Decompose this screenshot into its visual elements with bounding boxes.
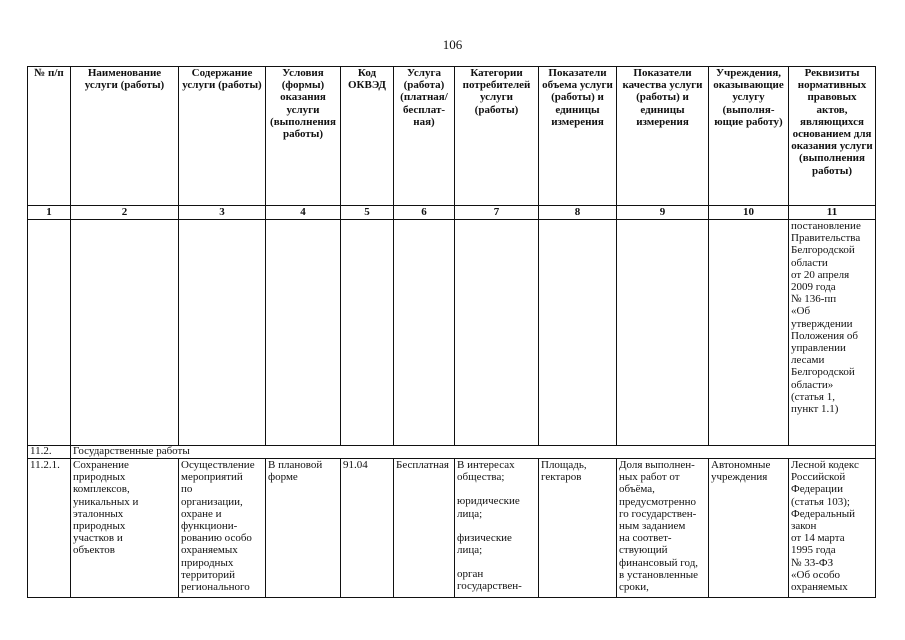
text-line: территорий bbox=[181, 568, 236, 581]
text-line: Площадь, bbox=[541, 459, 587, 471]
consumers-state-body bbox=[457, 568, 536, 592]
empty-cell bbox=[539, 220, 617, 446]
header-col-10: Учреждения, оказывающие услугу (выполня- ющие работу) bbox=[709, 67, 789, 206]
text-line: го государствен- bbox=[619, 507, 697, 520]
text-line: области bbox=[791, 256, 828, 269]
section-row bbox=[28, 446, 876, 459]
text-line: комплексов, bbox=[73, 483, 130, 496]
item-quality bbox=[617, 459, 709, 598]
header-col-8: Показатели объема услуги (работы) и единицы измерения bbox=[539, 67, 617, 206]
page-number: 106 bbox=[442, 37, 463, 52]
column-number: 1 bbox=[28, 206, 71, 220]
column-number: 4 bbox=[266, 206, 341, 220]
text-line: Правительства bbox=[791, 232, 861, 245]
item-form bbox=[266, 459, 341, 598]
text-line: лесами bbox=[791, 354, 825, 367]
text-line: рованию особо bbox=[181, 532, 252, 545]
column-number: 10 bbox=[709, 206, 789, 220]
text-line: государствен- bbox=[457, 580, 522, 593]
item-institutions bbox=[709, 459, 789, 598]
empty-cell bbox=[71, 220, 179, 446]
consumers-public bbox=[457, 459, 536, 483]
text-line: по bbox=[181, 483, 193, 496]
header-col-6: Услуга (работа) (платная/ бесплат- ная) bbox=[394, 67, 455, 206]
text-line: на соответ- bbox=[619, 532, 672, 545]
text-line: «Об bbox=[791, 305, 811, 318]
item-consumers bbox=[455, 459, 539, 598]
text-line: области» bbox=[791, 378, 834, 391]
text-line: утверждении bbox=[791, 317, 853, 330]
text-line: Осуществление bbox=[181, 459, 255, 471]
section-number: 11.2. bbox=[28, 446, 71, 459]
text-line: сроки, bbox=[619, 581, 649, 594]
empty-cell bbox=[266, 220, 341, 446]
text-line: № 33-ФЗ bbox=[791, 556, 834, 569]
column-number: 11 bbox=[789, 206, 876, 220]
text-line: форме bbox=[268, 471, 298, 484]
text-line: (статья 103); bbox=[791, 495, 850, 508]
column-number: 8 bbox=[539, 206, 617, 220]
text-line: Автономные bbox=[711, 459, 771, 471]
text-line: пункт 1.1) bbox=[791, 403, 839, 416]
item-name bbox=[71, 459, 179, 598]
text-line: Доля выполнен- bbox=[619, 459, 695, 471]
text-line: ствующий bbox=[619, 544, 668, 557]
text-line: орган bbox=[457, 568, 484, 581]
item-row bbox=[28, 459, 876, 598]
text-line: Белгородской bbox=[791, 244, 855, 257]
column-number: 3 bbox=[179, 206, 266, 220]
header-row bbox=[28, 67, 876, 206]
item-legal-acts bbox=[789, 459, 876, 598]
text-line: постановление bbox=[791, 220, 861, 232]
text-line: общества; bbox=[457, 471, 505, 484]
text-line: учреждения bbox=[711, 471, 768, 484]
item-paid: Бесплатная bbox=[394, 459, 455, 598]
column-number-row bbox=[28, 206, 876, 220]
empty-cell bbox=[28, 220, 71, 446]
text-line: охраняемых bbox=[791, 581, 848, 594]
text-line: мероприятий bbox=[181, 471, 243, 484]
text-line: ных работ от bbox=[619, 471, 680, 484]
text-line: природных bbox=[73, 520, 126, 533]
text-line: регионального bbox=[181, 581, 250, 594]
text-line: № 136-пп bbox=[791, 293, 837, 306]
text-line: Российской bbox=[791, 471, 846, 484]
text-line: охране и bbox=[181, 507, 222, 520]
text-line: Федерации bbox=[791, 483, 843, 496]
header-col-7: Категории потребителей услуги (работы) bbox=[455, 67, 539, 206]
text-line: Положения об bbox=[791, 329, 859, 342]
column-number: 9 bbox=[617, 206, 709, 220]
consumers-individuals bbox=[457, 532, 536, 556]
empty-cell bbox=[709, 220, 789, 446]
text-line: юридические bbox=[457, 495, 520, 508]
empty-cell bbox=[394, 220, 455, 446]
empty-cell bbox=[455, 220, 539, 446]
text-line: ным заданием bbox=[619, 520, 686, 533]
text-line: охраняемых bbox=[181, 544, 238, 557]
empty-cell bbox=[341, 220, 394, 446]
text-line: 1995 года bbox=[791, 544, 836, 557]
item-number: 11.2.1. bbox=[28, 459, 71, 598]
item-volume bbox=[539, 459, 617, 598]
empty-cell bbox=[617, 220, 709, 446]
text-line: Сохранение bbox=[73, 459, 129, 471]
consumers-legal-entities bbox=[457, 495, 536, 519]
text-line: «Об особо bbox=[791, 568, 841, 581]
text-line: участков и bbox=[73, 532, 123, 545]
text-line: физические bbox=[457, 531, 512, 544]
text-line: (статья 1, bbox=[791, 390, 835, 403]
header-col-4: Условия (формы) оказания услуги (выполнения работы) bbox=[266, 67, 341, 206]
services-register-table bbox=[27, 66, 876, 598]
text-line: природных bbox=[73, 471, 126, 484]
text-line: от 14 марта bbox=[791, 532, 845, 545]
text-line: эталонных bbox=[73, 507, 124, 520]
text-line: лица; bbox=[457, 507, 483, 520]
text-line: Лесной кодекс bbox=[791, 459, 859, 471]
legal-acts-cell-continued bbox=[789, 220, 876, 446]
empty-cell bbox=[179, 220, 266, 446]
text-line: объектов bbox=[73, 544, 115, 557]
text-line: управлении bbox=[791, 342, 846, 355]
column-number: 7 bbox=[455, 206, 539, 220]
text-line: закон bbox=[791, 520, 817, 533]
column-number: 2 bbox=[71, 206, 179, 220]
text-line: в установленные bbox=[619, 568, 699, 581]
column-number: 6 bbox=[394, 206, 455, 220]
column-number: 5 bbox=[341, 206, 394, 220]
header-col-11: Реквизиты нормативных правовых актов, являющихся основанием для оказания услуги (выполнения работы) bbox=[789, 67, 876, 206]
continued-row bbox=[28, 220, 876, 446]
text-line: 2009 года bbox=[791, 281, 836, 294]
text-line: природных bbox=[181, 556, 234, 569]
header-col-3: Содержание услуги (работы) bbox=[179, 67, 266, 206]
text-line: гектаров bbox=[541, 471, 582, 484]
header-col-9: Показатели качества услуги (работы) и единицы измерения bbox=[617, 67, 709, 206]
text-line: лица; bbox=[457, 544, 483, 557]
item-okved: 91.04 bbox=[341, 459, 394, 598]
item-content bbox=[179, 459, 266, 598]
text-line: Федеральный bbox=[791, 507, 856, 520]
text-line: объёма, bbox=[619, 483, 655, 496]
header-col-5: Код ОКВЭД bbox=[341, 67, 394, 206]
text-line: функциони- bbox=[181, 520, 238, 533]
text-line: предусмотренно bbox=[619, 495, 697, 508]
text-line: организации, bbox=[181, 495, 243, 508]
text-line: от 20 апреля bbox=[791, 268, 850, 281]
header-col-2: Наименование услуги (работы) bbox=[71, 67, 179, 206]
text-line: финансовый год, bbox=[619, 556, 699, 569]
text-line: В интересах bbox=[457, 459, 515, 471]
section-title: Государственные работы bbox=[71, 446, 876, 459]
text-line: уникальных и bbox=[73, 495, 139, 508]
text-line: Белгородской bbox=[791, 366, 855, 379]
text-line: В плановой bbox=[268, 459, 323, 471]
header-col-1: № п/п bbox=[28, 67, 71, 206]
